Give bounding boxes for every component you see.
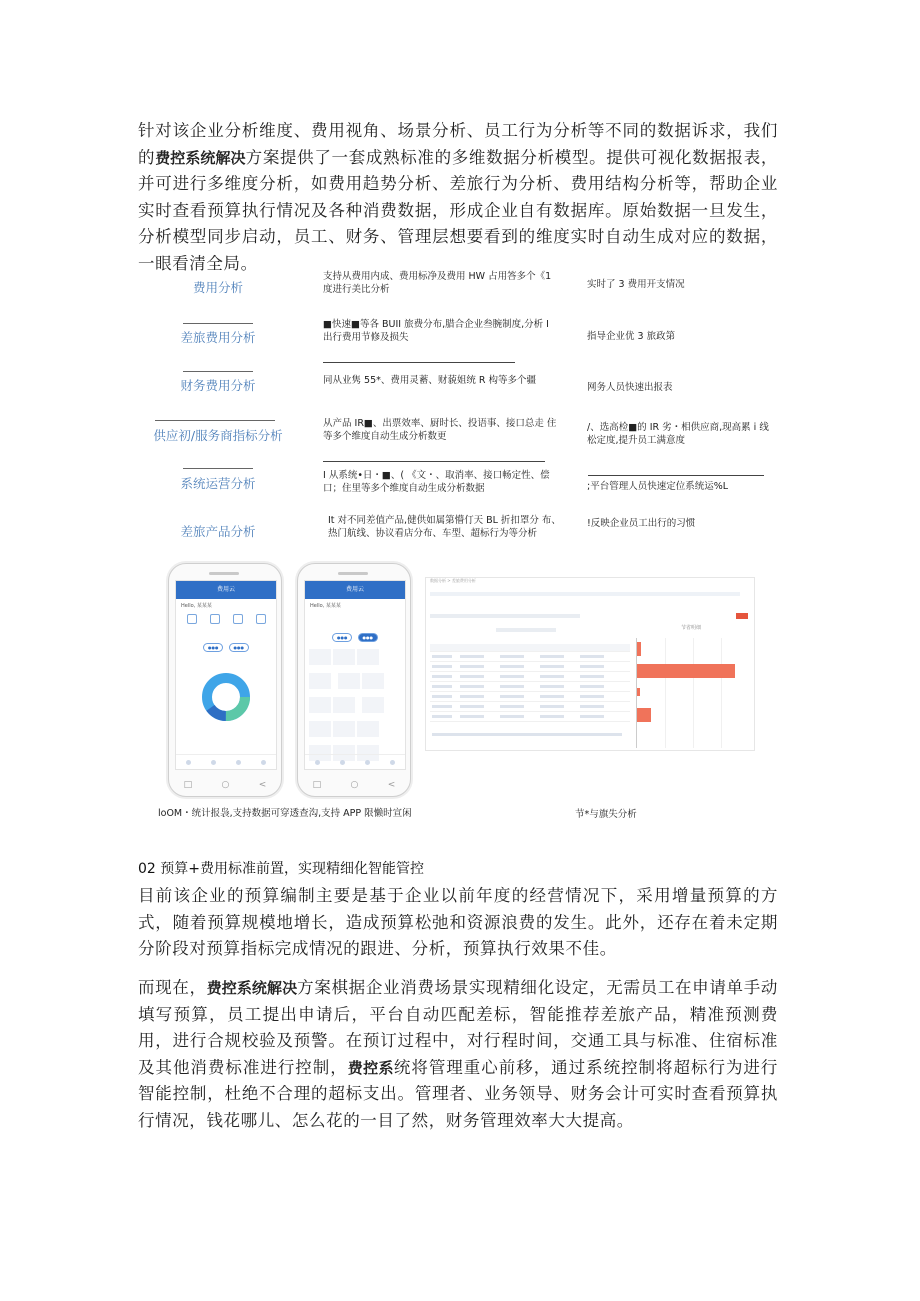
- recent-icon[interactable]: □: [312, 780, 322, 790]
- shortcut-icon[interactable]: [233, 614, 243, 624]
- bottom-nav: [305, 754, 405, 769]
- back-icon[interactable]: <: [258, 780, 267, 790]
- feature-category: 系统运营分析: [180, 476, 256, 491]
- section-paragraph: 而现在，费控系统解决方案棋据企业消费场景实现精细化设定，无需员工在申请单手动填写预算，员工提出申请后，平台自动匹配差标，智能推荐差旅产品，精准预测费用，进行合规校验及预警。在预订过程中，对行程时间，交通工具与标准、住宿标准及其他消费标准进行控制，费控系统将管理重心前移，通过系统控制将超标行为进行智能控制，杜绝不合理的超标支出。管理者、业务领导、财务会计可实时查看预算执行情况，钱花哪儿、怎么花的一目了然，财务管理效率大大提高。: [138, 978, 778, 1130]
- search-button[interactable]: [736, 613, 748, 619]
- stat-cell: [333, 649, 355, 665]
- stat-cell: [333, 721, 355, 737]
- filter-select[interactable]: [496, 628, 556, 632]
- divider: [183, 323, 253, 324]
- stat-cell: [309, 673, 331, 689]
- chart-bar: [637, 708, 651, 722]
- greeting: Hello, 某某某: [181, 603, 212, 609]
- feature-desc: It 对不同差值产品,健供如属第懵仃天 BL 折扣罩分 布、热门航线、协议看店分布、车型、超标行为等分析: [328, 515, 561, 539]
- caption-left: loOM・统计报袅,支持数据可穿透查沟,支持 APP 限懒时宣闲: [158, 808, 412, 819]
- feature-category: 财务费用分析: [180, 378, 256, 393]
- recent-icon[interactable]: □: [183, 780, 193, 790]
- phone-speaker: [338, 572, 368, 575]
- stat-cell: [309, 769, 331, 770]
- shortcut-row: [176, 612, 276, 626]
- divider: [323, 362, 515, 363]
- back-icon[interactable]: <: [387, 780, 396, 790]
- feature-note: ;平台管理人员快速定位系统运%L: [587, 481, 729, 492]
- divider: [155, 420, 275, 421]
- feature-category: 费用分析: [192, 280, 243, 295]
- bottom-nav: [176, 754, 276, 769]
- stat-cell: [362, 697, 384, 713]
- section-paragraph: 目前该企业的预算编制主要是基于企业以前年度的经营情况下，采用增量预算的方式，随着预算规模地增长，造成预算松弛和资源浪费的发生。此外，还存在着未定期分阶段对预算指标完成情况的跟进、分析，预算执行效果不佳。: [138, 886, 778, 958]
- chart-bar: [637, 688, 640, 696]
- nav-icon[interactable]: [211, 760, 216, 765]
- feature-desc: ■快速■等各 BUII 旅费分布,腊合企业叁腕制度,分析 I 出行费用节修及损失: [323, 319, 549, 343]
- table-header: [430, 644, 630, 652]
- tab-pill[interactable]: ●●●: [332, 633, 352, 642]
- feature-row: [0, 366, 920, 406]
- intro-highlight: 费控系统解决: [155, 148, 246, 167]
- feature-note: 网务人员快速出报表: [587, 382, 673, 393]
- shortcut-icon[interactable]: [187, 614, 197, 624]
- phone-speaker: [209, 572, 239, 575]
- intro-paragraph: [138, 118, 778, 277]
- nav-icon[interactable]: [390, 760, 395, 765]
- app-title-bar: 费用云: [305, 581, 405, 599]
- table-row: [430, 684, 630, 692]
- app-title-bar: 费用云: [176, 581, 276, 599]
- greeting: Hello, 某某某: [310, 603, 341, 609]
- shortcut-icon[interactable]: [210, 614, 220, 624]
- caption-right: 节*与旗失分析: [575, 809, 637, 820]
- feature-row: [0, 318, 920, 358]
- feature-desc: 支持从费用内成、费用标净及费用 HW 占用答多个《1 度进行美比分析: [323, 271, 552, 295]
- table-row: [430, 664, 630, 672]
- feature-note: 实时了 3 费用开支情况: [587, 279, 685, 290]
- chart-bar: [637, 664, 735, 678]
- nav-icon[interactable]: [315, 760, 320, 765]
- stat-cell: [357, 721, 379, 737]
- nav-icon[interactable]: [340, 760, 345, 765]
- divider: [323, 461, 545, 462]
- table-footer: [430, 732, 630, 739]
- feature-category: 差旅费用分析: [180, 330, 256, 345]
- hardware-buttons: [169, 780, 281, 790]
- feature-note: !反映企业员工出行的习惯: [587, 518, 696, 529]
- nav-icon[interactable]: [261, 760, 266, 765]
- tab-toggle: [176, 634, 276, 653]
- feature-note: /、选高检■的 IR 劣・相供应商,现高累 i 线松定度,提升员工满意度: [587, 422, 769, 446]
- section-heading: 02 预算+费用标准前置，实现精细化智能管控: [138, 861, 424, 877]
- stats-grid: [305, 643, 405, 770]
- table-row: [430, 674, 630, 682]
- chart-bar: [637, 642, 641, 656]
- chart-title: 节省明细: [681, 625, 702, 631]
- feature-row: [0, 463, 920, 503]
- nav-icon[interactable]: [236, 760, 241, 765]
- stat-cell: [309, 649, 331, 665]
- phone-screen: [175, 580, 277, 770]
- highlight-text: 费控系: [347, 1058, 394, 1077]
- bar-chart: [636, 638, 749, 748]
- divider: [588, 475, 764, 476]
- table-row: [430, 704, 630, 712]
- nav-icon[interactable]: [365, 760, 370, 765]
- table-row: [430, 654, 630, 662]
- stat-cell: [357, 649, 379, 665]
- hardware-buttons: [298, 780, 410, 790]
- intro-text: 针对该企业分析维度、费用视角、场景分析、员工行为分析等不同的数据诉求，我们的: [138, 121, 778, 167]
- home-icon[interactable]: ○: [221, 780, 230, 790]
- phone-screen: [304, 580, 406, 770]
- feature-desc: I 从系统•日・■、( 《文・、取消率、接口畅定性、偿口；住里等多个维度自动生成分析数据: [323, 470, 550, 494]
- home-icon[interactable]: ○: [350, 780, 359, 790]
- intro-text-continued: 方案提供了一套成熟标准的多维数据分析模型。提供可视化数据报表，并可进行多维度分析，如费用趋势分析、差旅行为分析、费用结构分析等，帮助企业实时查看预算执行情况及各种消费数据，形成企业自有数据库。原始数据一旦发生，分析模型同步启动，员工、财务、管理层想要看到的维度实时自动生成对应的数据，一眼看清全局。: [138, 147, 778, 273]
- tab-pill[interactable]: ●●●: [229, 643, 249, 652]
- feature-desc: 从产品 IR■、出票效率、厨时长、投语事、接口总走 住等多个维度自动生成分析数更: [323, 418, 557, 442]
- feature-row: [0, 415, 920, 455]
- tab-pill[interactable]: ●●●: [358, 633, 378, 642]
- stat-cell: [309, 697, 331, 713]
- feature-row: [0, 270, 920, 310]
- stat-cell: [309, 721, 331, 737]
- nav-icon[interactable]: [186, 760, 191, 765]
- tab-toggle: [305, 624, 405, 643]
- tab-pill[interactable]: ●●●: [203, 643, 223, 652]
- shortcut-icon[interactable]: [256, 614, 266, 624]
- feature-row: [0, 512, 920, 552]
- tab-strip[interactable]: [430, 592, 740, 596]
- stat-cell: [338, 673, 360, 689]
- table-row: [430, 694, 630, 702]
- divider: [183, 371, 253, 372]
- table-row: [430, 714, 630, 722]
- phone-mockup: [297, 563, 411, 797]
- divider: [183, 468, 253, 469]
- phone-mockup: [168, 563, 282, 797]
- breadcrumb: 数据分析 > 差旅费用分析: [430, 578, 476, 583]
- desktop-report: [425, 577, 755, 751]
- donut-chart: [176, 657, 276, 737]
- feature-desc: 同从业隽 55*、费用灵蓄、财藐姐统 R 构等多个疆: [323, 375, 536, 386]
- filter-bar[interactable]: [430, 614, 580, 618]
- stat-cell: [362, 673, 384, 689]
- highlight-text: 费控系统解决: [206, 979, 298, 997]
- feature-category: 差旅产品分析: [180, 524, 256, 539]
- feature-category: 供应初/服务商指标分析: [153, 428, 283, 443]
- feature-note: 指导企业优 3 旅政第: [587, 331, 676, 342]
- stat-cell: [333, 697, 355, 713]
